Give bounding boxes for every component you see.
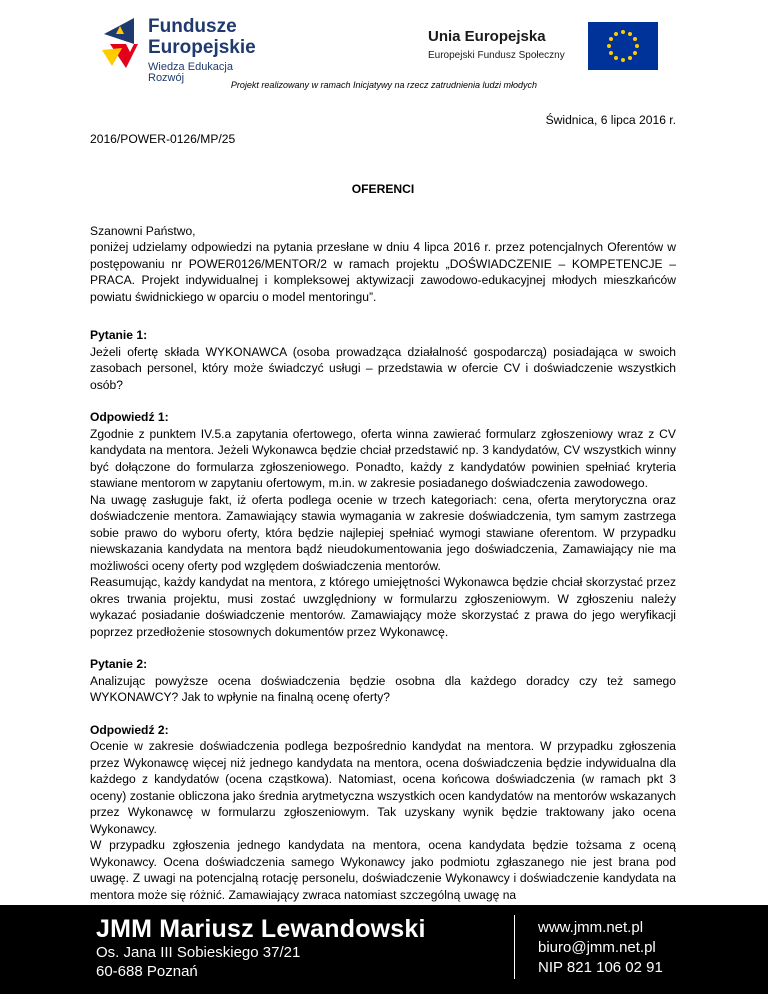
- letter-title: OFERENCI: [351, 182, 415, 196]
- fe-logo-line3: Wiedza Edukacja Rozwój: [148, 61, 233, 84]
- footer-street: Os. Jana III Sobieskiego 37/21: [96, 944, 301, 961]
- footer-city: 60-688 Poznań: [96, 963, 198, 980]
- letter-intro: poniżej udzielamy odpowiedzi na pytania przesłane w dniu 4 lipca 2016 r. przez potencjalnych Oferentów w postępowaniu nr POWER0126/MENTOR/2 w ramach projektu „DOŚWIADCZENIE – KOMPETENCJE – PRACA. Projekt indywidualnej i kompleksowej aktywizacji zawodowo-edukacyjnej młodych mieszkańców powiatu świdnickiego w oparciu o model mentoringu”.: [90, 240, 676, 304]
- answer-1-paragraph-2: Na uwagę zasługuje fakt, iż oferta podlega ocenie w trzech kategoriach: cena, oferta merytoryczna oraz doświadczenie mentora. Zamawiający stawia wymagania w zakresie doświadczenia, tym samym zastrzega sobie prawo do wyboru oferty, która będzie najlepiej spełniać wymogi stawiane oferentom. W przypadku niewskazania kandydata na mentora bądź nieudokumentowania jego doświadczenia, Zamawiający nie ma możliwości oceny oferty pod względem doświadczenia mentorów.: [90, 492, 676, 573]
- answer-2-paragraph-2: W przypadku zgłoszenia jednego kandydata na mentora, ocena kandydata będzie tożsama z oceną Wykonawcy. Ocena doświadczenia samego Wykonawcy jako podmiotu zgłaszanego nie jest brana pod uwagę. Z uwagi na potencjalną rotację personelu, doświadczenie Wykonawcy i doświadczenie kandydata na mentora może się różnić. Zamawiający zwraca natomiast szczególną uwagę na: [90, 838, 676, 902]
- question-1-label: Pytanie 1:: [90, 328, 148, 342]
- answer-1-paragraph-1: Zgodnie z punktem IV.5.a zapytania ofertowego, oferta winna zawierać formularz zgłoszeniowy wraz z CV kandydata na mentora. Jeżeli Wykonawca będzie chciał przedstawić np. 3 kandydatów, CV wszystkich winny być dołączone do formularza zgłoszeniowego. Ponadto, każdy z kandydatów powinien spełniać kryteria stawiane mentorom w zapytaniu ofertowym, m.in. w zakresie posiadanego doświadczenia zawodowego.: [90, 426, 676, 490]
- question-1-text: Jeżeli ofertę składa WYKONAWCA (osoba prowadząca działalność gospodarczą) posiadająca w swoich zasobach personel, który może świadczyć usługi – przedstawia w ofercie CV i doświadczenie wszystkich osób?: [90, 344, 676, 392]
- page-header: [0, 0, 768, 95]
- footer-nip: NIP 821 106 02 91: [538, 959, 663, 976]
- page-footer: [0, 905, 768, 994]
- eu-flag-icon: [588, 22, 658, 70]
- letter-body: [90, 100, 676, 903]
- footer-email-link[interactable]: biuro@jmm.net.pl: [538, 939, 656, 956]
- fundusze-europejskie-emblem-icon: [100, 14, 146, 72]
- footer-company-name: JMM Mariusz Lewandowski: [96, 915, 426, 943]
- letter-date: Świdnica, 6 lipca 2016 r.: [545, 113, 676, 127]
- answer-1-paragraph-3: Reasumując, każdy kandydat na mentora, z którego umiejętności Wykonawca będzie chciał skorzystać przez okres trwania projektu, musi zostać uwzględniony w formularzu zgłoszeniowym. W zgłoszeniu należy wykazać posiadanie doświadczenie mentorów. Zamawiający może skorzystać z prawa do jego weryfikacji poprzez przedłożenie stosownych dokumentów przez Wykonawcę.: [90, 575, 676, 639]
- letter-salutation: Szanowni Państwo,: [90, 223, 196, 238]
- ue-logo-line1: Unia Europejska: [428, 28, 546, 45]
- answer-2-paragraph-1: Ocenie w zakresie doświadczenia podlega bezpośrednio kandydat na mentora. W przypadku zgłoszenia przez Wykonawcę więcej niż jednego kandydata na mentora, ocena doświadczenia będzie indywidualna dla każdego z kandydatów (ocena cząstkowa). Natomiast, ocena końcowa doświadczenia (w ramach pkt 3 oceny) zostanie obliczona jako średnia arytmetyczna wszystkich ocen kandydatów na mentorów wskazanych przez Wykonawcę w formularzu zgłoszeniowym. Tak uzyskany wynik będzie traktowany jako ocena Wykonawcy.: [90, 739, 676, 836]
- footer-divider: [514, 915, 515, 979]
- unia-europejska-logo: [428, 22, 660, 72]
- ue-logo-line2: Europejski Fundusz Społeczny: [428, 50, 565, 61]
- answer-2-label: Odpowiedź 2:: [90, 722, 169, 737]
- letter-reference: 2016/POWER-0126/MP/25: [90, 131, 236, 146]
- footer-website-link[interactable]: www.jmm.net.pl: [538, 919, 644, 936]
- answer-1-label: Odpowiedź 1:: [90, 410, 169, 424]
- fe-logo-line2: Europejskie: [148, 37, 256, 58]
- project-note: Projekt realizowany w ramach Inicjatywy na rzecz zatrudnienia ludzi młodych: [230, 80, 538, 90]
- fundusze-europejskie-logo: [100, 14, 270, 84]
- question-2-text: Analizując powyższe ocena doświadczenia będzie osobna dla każdego doradcy czy też samego WYKONAWCY? Jak to wpłynie na finalną ocenę oferty?: [90, 673, 676, 704]
- fe-logo-line1: Fundusze: [148, 16, 237, 37]
- question-2-label: Pytanie 2:: [90, 657, 148, 671]
